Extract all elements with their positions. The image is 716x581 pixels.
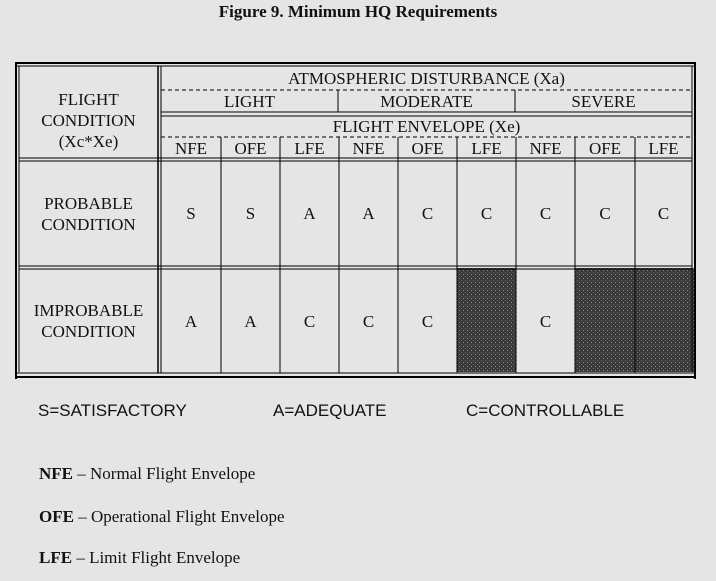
column-header: OFE [411,138,444,158]
column-header: NFE [529,138,562,158]
flight-envelope-header: FLIGHT ENVELOPE (Xe) [332,117,521,136]
figure-title: Figure 9. Minimum HQ Requirements [218,2,498,21]
corner-line-3: (Xc*Xe) [58,131,119,151]
legend-satisfactory: S=SATISFACTORY [38,401,187,420]
table-cell: C [599,204,611,223]
atmospheric-disturbance-header: ATMOSPHERIC DISTURBANCE (Xa) [288,68,565,88]
definition-lfe: LFE – Limit Flight Envelope [39,548,241,567]
shaded-cell-severe-lfe [635,268,694,372]
table-cell: A [362,204,375,223]
legend-adequate: A=ADEQUATE [273,401,387,420]
table-cell: C [657,204,670,223]
corner-header [19,82,158,158]
column-header: NFE [352,138,385,158]
row-label-improbable: IMPROBABLE CONDITION [33,301,144,341]
column-header: OFE [234,138,267,158]
corner-line-2: CONDITION [41,110,136,130]
column-header: LFE [648,138,679,158]
shaded-cell-moderate-lfe [457,268,516,372]
table-cell: A [244,311,257,331]
row-label-probable: PROBABLE CONDITION [41,193,136,234]
disturbance-moderate: MODERATE [380,92,473,111]
definition-ofe: OFE – Operational Flight Envelope [39,507,285,526]
column-header: NFE [174,138,208,158]
table-cell: A [303,204,316,223]
disturbance-light: LIGHT [224,92,275,111]
shaded-cell-severe-ofe [575,268,635,372]
table-cell: A [184,311,198,331]
disturbance-severe: SEVERE [571,92,636,111]
table-cell: C [539,311,552,331]
table-cell: S [245,204,256,223]
hq-requirements-table [15,62,696,379]
table-cell: S [186,204,196,223]
table-cell: C [421,311,434,331]
table-cell: C [303,311,316,331]
column-header: OFE [588,138,622,158]
definition-nfe: NFE – Normal Flight Envelope [39,464,256,483]
column-header: LFE [471,138,502,158]
table-cell: C [421,204,434,223]
table-cell: C [480,204,493,223]
table-cell: C [362,311,375,331]
column-header: LFE [294,138,325,158]
table-cell: C [539,204,552,223]
corner-line-1: FLIGHT [58,89,119,109]
legend-controllable: C=CONTROLLABLE [466,401,625,420]
